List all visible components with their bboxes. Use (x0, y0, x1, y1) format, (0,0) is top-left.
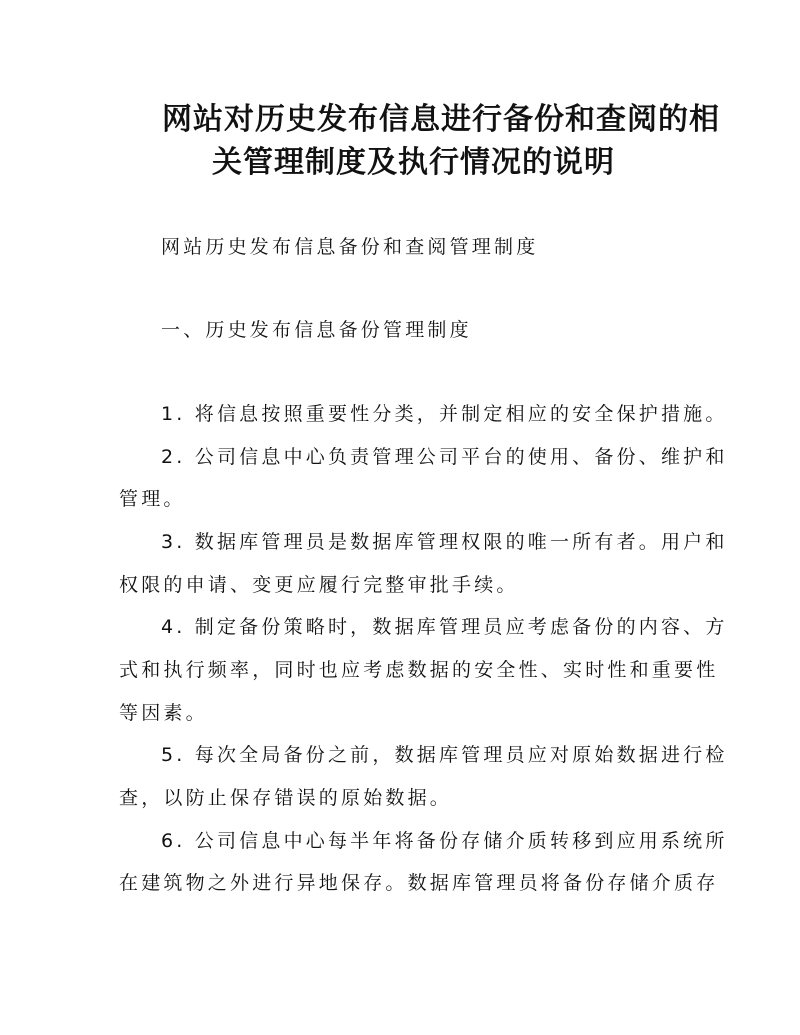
body-line-9: 5. 每次全局备份之前，数据库管理员应对原始数据进行检 (161, 744, 728, 766)
section-heading: 一、历史发布信息备份管理制度 (161, 319, 472, 341)
body-line-10: 查，以防止保存错误的原始数据。 (119, 787, 453, 809)
document-title-line-2: 关管理制度及执行情况的说明 (212, 145, 615, 180)
body-line-8: 等因素。 (119, 702, 208, 724)
body-line-2: 2. 公司信息中心负责管理公司平台的使用、备份、维护和 (161, 446, 728, 468)
body-line-1: 1. 将信息按照重要性分类，并制定相应的安全保护措施。 (161, 403, 728, 425)
body-line-3: 管理。 (119, 488, 186, 510)
body-line-4: 3. 数据库管理员是数据库管理权限的唯一所有者。用户和 (161, 531, 728, 553)
document-subtitle: 网站历史发布信息备份和查阅管理制度 (161, 236, 539, 258)
body-line-6: 4. 制定备份策略时，数据库管理员应考虑备份的内容、方 (161, 616, 728, 638)
body-line-11: 6. 公司信息中心每半年将备份存储介质转移到应用系统所 (161, 830, 728, 852)
body-line-12: 在建筑物之外进行异地保存。数据库管理员将备份存储介质存 (119, 872, 719, 894)
document-title-line-1: 网站对历史发布信息进行备份和查阅的相 (162, 102, 720, 137)
body-line-7: 式和执行频率，同时也应考虑数据的安全性、实时性和重要性 (119, 659, 719, 681)
body-line-5: 权限的申请、变更应履行完整审批手续。 (119, 574, 519, 596)
